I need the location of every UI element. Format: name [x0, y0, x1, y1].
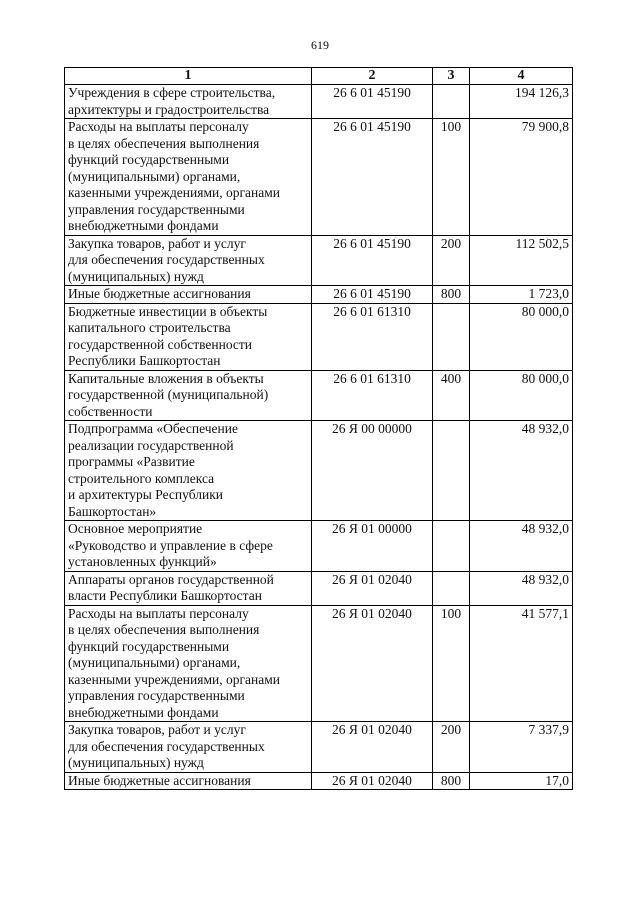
row-name: Бюджетные инвестиции в объекты капитального строительства государственной собственности Республики Башкортостан: [65, 303, 312, 370]
row-amount: 80 000,0: [470, 303, 573, 370]
table-row: [65, 286, 573, 304]
row-amount: 112 502,5: [470, 235, 573, 286]
table-row: [65, 722, 573, 773]
row-expense-type: 200: [433, 722, 470, 773]
row-name: Аппараты органов государственной власти Республики Башкортостан: [65, 571, 312, 605]
row-program-code: 26 Я 01 02040: [312, 605, 433, 722]
header-col-expense-type: 3: [433, 68, 470, 85]
header-row: [65, 68, 573, 85]
row-program-code: 26 Я 00 00000: [312, 421, 433, 521]
budget-table: [64, 67, 573, 790]
row-amount: 17,0: [470, 772, 573, 790]
header-col-name: 1: [65, 68, 312, 85]
row-amount: 7 337,9: [470, 722, 573, 773]
table-row: [65, 119, 573, 236]
row-expense-type: [433, 85, 470, 119]
table-body: [65, 85, 573, 790]
row-program-code: 26 Я 01 00000: [312, 521, 433, 572]
table-row: [65, 235, 573, 286]
row-amount: 79 900,8: [470, 119, 573, 236]
header-col-code: 2: [312, 68, 433, 85]
row-amount: 80 000,0: [470, 370, 573, 421]
row-name: Учреждения в сфере строительства, архитектуры и градостроительства: [65, 85, 312, 119]
row-name: Подпрограмма «Обеспечение реализации государственной программы «Развитие строительного комплекса и архитектуры Республики Башкортостан»: [65, 421, 312, 521]
row-amount: 48 932,0: [470, 571, 573, 605]
row-expense-type: 800: [433, 286, 470, 304]
row-program-code: 26 6 01 45190: [312, 119, 433, 236]
row-amount: 48 932,0: [470, 421, 573, 521]
row-expense-type: [433, 571, 470, 605]
row-name: Закупка товаров, работ и услуг для обеспечения государственных (муниципальных) нужд: [65, 722, 312, 773]
row-expense-type: [433, 421, 470, 521]
row-name: Иные бюджетные ассигнования: [65, 772, 312, 790]
row-expense-type: 800: [433, 772, 470, 790]
row-amount: 41 577,1: [470, 605, 573, 722]
row-name: Основное мероприятие «Руководство и управление в сфере установленных функций»: [65, 521, 312, 572]
row-name: Расходы на выплаты персоналу в целях обеспечения выполнения функций государственными (муниципальными) органами, казенными учреждениями, органами управления государственными внебюджетными фондами: [65, 119, 312, 236]
table-row: [65, 571, 573, 605]
row-amount: 194 126,3: [470, 85, 573, 119]
row-program-code: 26 6 01 45190: [312, 85, 433, 119]
row-program-code: 26 6 01 45190: [312, 235, 433, 286]
row-expense-type: 200: [433, 235, 470, 286]
row-name: Капитальные вложения в объекты государственной (муниципальной) собственности: [65, 370, 312, 421]
row-program-code: 26 6 01 61310: [312, 370, 433, 421]
table-row: [65, 421, 573, 521]
row-program-code: 26 Я 01 02040: [312, 722, 433, 773]
row-program-code: 26 6 01 61310: [312, 303, 433, 370]
table-row: [65, 303, 573, 370]
row-program-code: 26 6 01 45190: [312, 286, 433, 304]
row-name: Иные бюджетные ассигнования: [65, 286, 312, 304]
row-expense-type: 100: [433, 119, 470, 236]
row-program-code: 26 Я 01 02040: [312, 772, 433, 790]
row-amount: 1 723,0: [470, 286, 573, 304]
table-row: [65, 85, 573, 119]
row-expense-type: 400: [433, 370, 470, 421]
table-row: [65, 521, 573, 572]
row-name: Закупка товаров, работ и услуг для обеспечения государственных (муниципальных) нужд: [65, 235, 312, 286]
row-program-code: 26 Я 01 02040: [312, 571, 433, 605]
table-row: [65, 772, 573, 790]
table-header: [65, 68, 573, 85]
row-expense-type: 100: [433, 605, 470, 722]
row-expense-type: [433, 303, 470, 370]
row-expense-type: [433, 521, 470, 572]
table-row: [65, 605, 573, 722]
page-number: 619: [311, 38, 329, 52]
row-amount: 48 932,0: [470, 521, 573, 572]
header-col-amount: 4: [470, 68, 573, 85]
row-name: Расходы на выплаты персоналу в целях обеспечения выполнения функций государственными (муниципальными) органами, казенными учреждениями, органами управления государственными внебюджетными фондами: [65, 605, 312, 722]
table-row: [65, 370, 573, 421]
